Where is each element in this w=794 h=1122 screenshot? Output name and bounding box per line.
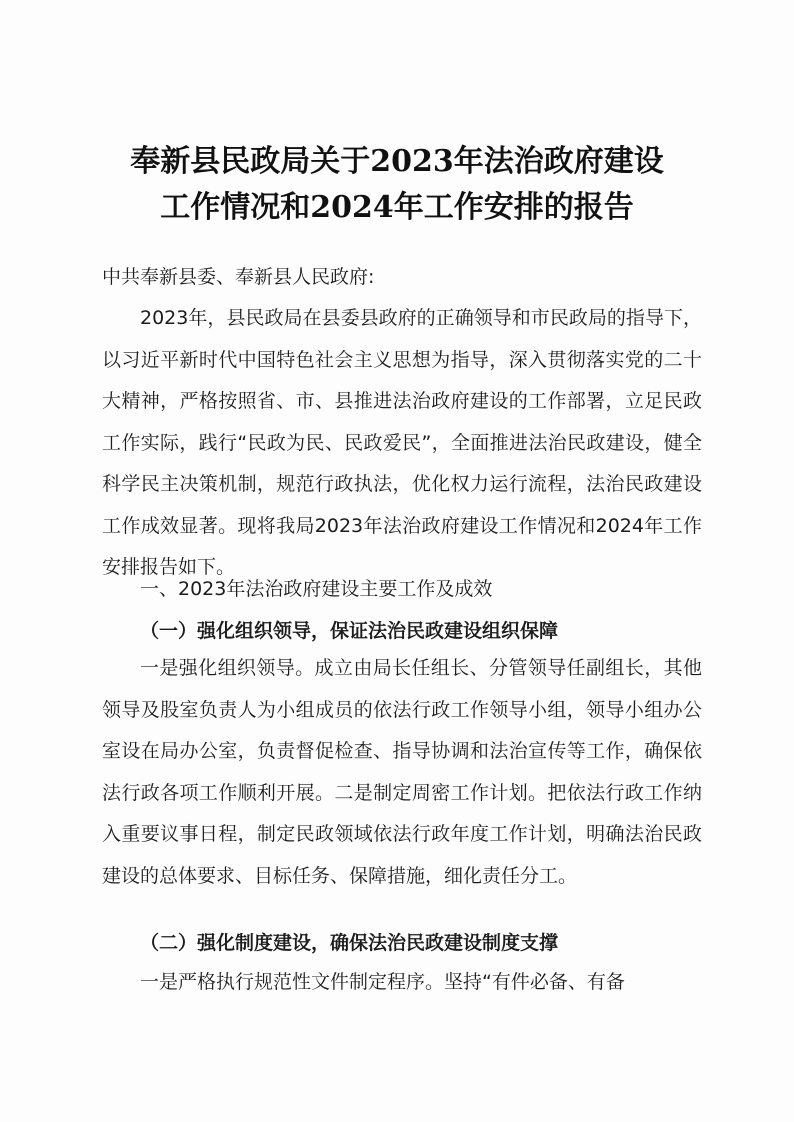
section-heading-1: 一、2023年法治政府建设主要工作及成效: [140, 578, 493, 600]
addressee: 中共奉新县委、奉新县人民政府:: [102, 266, 375, 288]
document-title-line-1: 奉新县民政局关于2023年法治政府建设: [130, 144, 664, 179]
subsection-heading-2: （二）强化制度建设，确保法治民政建设制度支撑: [140, 932, 559, 954]
subsection-2-paragraph: 一是严格执行规范性文件制定程序。坚持“有件必备、有备: [140, 971, 625, 993]
subsection-heading-1: （一）强化组织领导，保证法治民政建设组织保障: [140, 620, 559, 642]
intro-paragraph: 2023年，县民政局在县委县政府的正确领导和市民政局的指导下，以习近平新时代中国特色社会主义思想为指导，深入贯彻落实党的二十大精神，严格按照省、市、县推进法治政府建设的工作部署，立足民政工作实际，践行“民政为民、民政爱民”，全面推进法治民政建设，健全科学民主决策机制，规范行政执法，优化权力运行流程，法治民政建设工作成效显著。现将我局2023年法治政府建设工作情况和2024年工作安排报告如下。: [102, 307, 702, 578]
subsection-1-paragraph: 一是强化组织领导。成立由局长任组长、分管领导任副组长，其他领导及股室负责人为小组成员的依法行政工作领导小组，领导小组办公室设在局办公室，负责督促检查、指导协调和法治宣传等工作，确保依法行政各项工作顺利开展。二是制定周密工作计划。把依法行政工作纳入重要议事日程，制定民政领域依法行政年度工作计划，明确法治民政建设的总体要求、目标任务、保障措施，细化责任分工。: [102, 657, 702, 887]
document-title-line-2: 工作情况和2024年工作安排的报告: [160, 190, 634, 225]
